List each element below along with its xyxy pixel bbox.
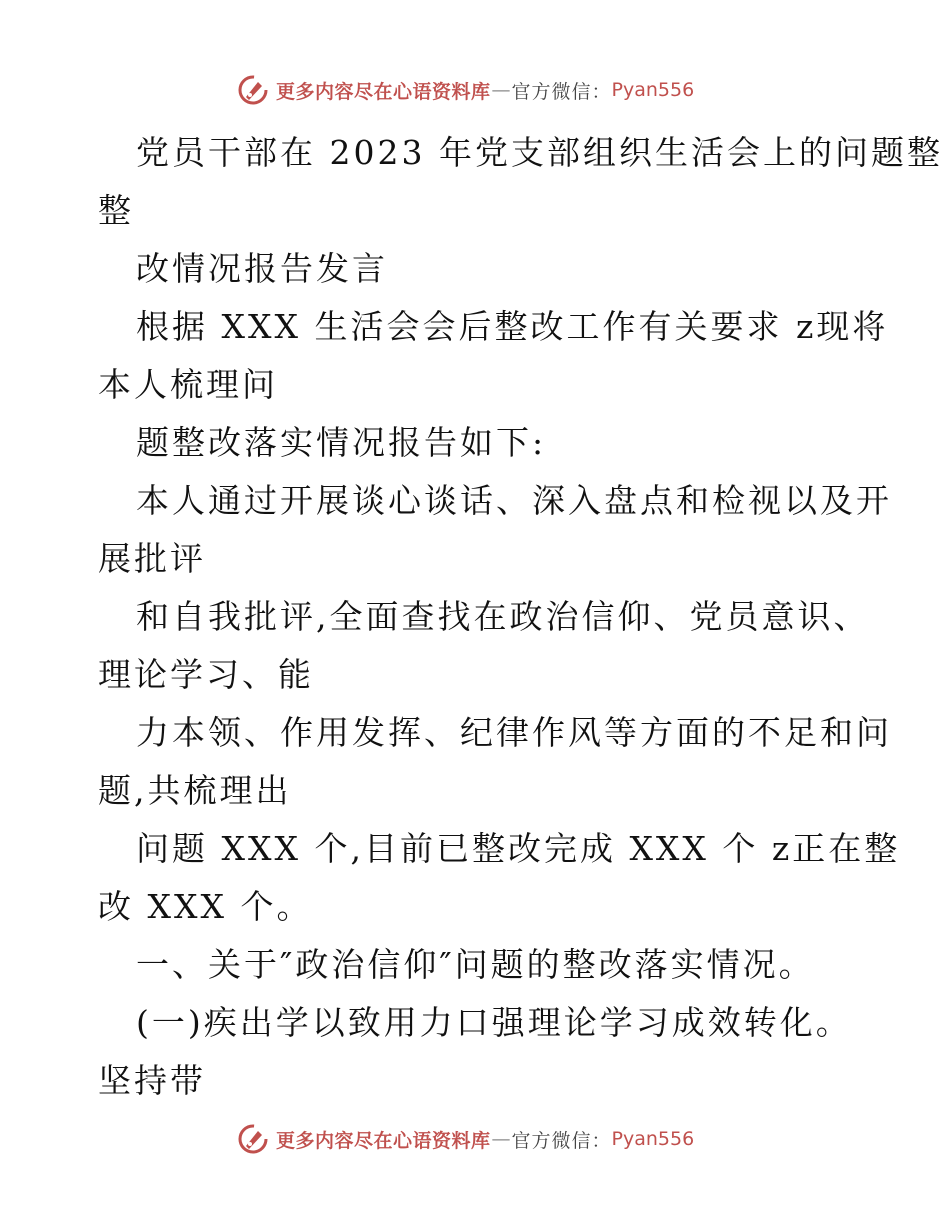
section-heading: 一、关于″政治信仰″问题的整改落实情况。 <box>136 945 815 984</box>
document-body <box>98 124 943 1110</box>
footer-watermark <box>236 1121 694 1157</box>
title-line-3: 改情况报告发言 <box>136 249 388 288</box>
body-line: 本人梳理问 <box>98 365 278 404</box>
header-brand-text: 更多内容尽在心语资料库 <box>276 80 491 103</box>
body-line: 力本领、作用发挥、纪律作风等方面的不足和问 <box>136 713 892 752</box>
pen-nib-logo-icon <box>236 1122 270 1156</box>
header-wechat-label: 官方微信： <box>511 80 612 103</box>
body-line: 本人通过开展谈心谈话、深入盘点和检视以及开 <box>136 481 892 520</box>
header-watermark <box>236 72 694 108</box>
body-line: 展批评 <box>98 539 206 578</box>
body-line: 问题 XXX 个,目前已整改完成 XXX 个 z正在整 <box>136 829 901 868</box>
body-line: 根据 XXX 生活会会后整改工作有关要求 z现将 <box>136 307 889 346</box>
subsection-heading: (一)疾出学以致用力口强理论学习成效转化。 <box>136 1003 852 1042</box>
body-line: 坚持带 <box>98 1061 206 1100</box>
header-wechat-id: Pyan556 <box>611 79 695 101</box>
footer-wechat-id: Pyan556 <box>611 1128 695 1150</box>
header-separator: — <box>491 79 511 101</box>
body-line: 理论学习、能 <box>98 655 314 694</box>
footer-separator: — <box>491 1128 511 1150</box>
body-line: 和自我批评,全面查找在政治信仰、党员意识、 <box>136 597 870 636</box>
body-line: 题,共梳理出 <box>98 771 292 810</box>
footer-brand-text: 更多内容尽在心语资料库 <box>276 1129 491 1152</box>
title-line-2: 整 <box>98 191 134 230</box>
footer-wechat-label: 官方微信： <box>511 1129 612 1152</box>
pen-nib-logo-icon <box>236 73 270 107</box>
title-line-1: 党员干部在 2023 年党支部组织生活会上的问题整 <box>136 133 943 172</box>
body-line: 改 XXX 个。 <box>98 887 313 926</box>
body-line: 题整改落实情况报告如下: <box>136 423 547 462</box>
